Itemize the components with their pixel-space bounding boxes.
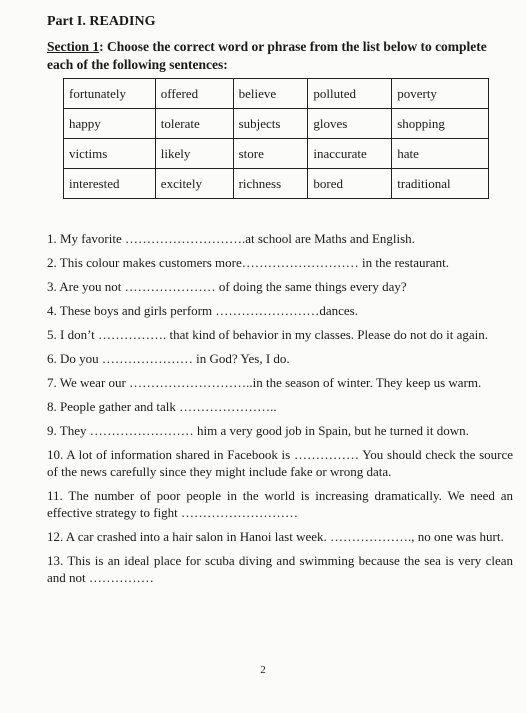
section-heading (47, 38, 509, 74)
table-row (64, 79, 489, 109)
table-cell: richness (233, 169, 308, 199)
table-cell: fortunately (64, 79, 156, 109)
table-cell: excitely (155, 169, 233, 199)
table-cell: poverty (392, 79, 489, 109)
table-cell: gloves (308, 109, 392, 139)
table-cell: store (233, 139, 308, 169)
question-item: 11. The number of poor people in the world is increasing dramatically. We need an effective strategy to fight ……………………… (47, 488, 513, 520)
table-cell: shopping (392, 109, 489, 139)
question-item: 2. This colour makes customers more……………………… in the restaurant. (47, 255, 449, 270)
table-row (64, 139, 489, 169)
table-cell: bored (308, 169, 392, 199)
question-item: 5. I don’t ……………. that kind of behavior in my classes. Please do not do it again. (47, 327, 488, 342)
table-cell: subjects (233, 109, 308, 139)
table-cell: hate (392, 139, 489, 169)
question-item: 4. These boys and girls perform ……………………dances. (47, 303, 358, 318)
table-cell: polluted (308, 79, 392, 109)
question-item: 3. Are you not ………………… of doing the same things every day? (47, 279, 407, 294)
question-item: 6. Do you ………………… in God? Yes, I do. (47, 351, 290, 366)
question-item: 8. People gather and talk ………………….. (47, 399, 277, 414)
table-cell: victims (64, 139, 156, 169)
table-cell: interested (64, 169, 156, 199)
table-cell: inaccurate (308, 139, 392, 169)
part-title: Part I. READING (47, 14, 156, 29)
question-item: 7. We wear our ………………………..in the season of winter. They keep us warm. (47, 375, 482, 390)
table-cell: tolerate (155, 109, 233, 139)
question-item: 10. A lot of information shared in Facebook is …………… You should check the source of the news carefully since they might include fake or wrong data. (47, 447, 513, 479)
table-cell: likely (155, 139, 233, 169)
question-item: 13. This is an ideal place for scuba diving and swimming because the sea is very clean and not …………… (47, 553, 513, 585)
page-number: 2 (260, 664, 266, 676)
table-row (64, 169, 489, 199)
table-cell: happy (64, 109, 156, 139)
question-item: 9. They …………………… him a very good job in Spain, but he turned it down. (47, 423, 469, 438)
word-list-table (63, 78, 489, 199)
table-row (64, 109, 489, 139)
question-item: 1. My favorite ……………………….at school are Maths and English. (47, 231, 415, 246)
table-cell: offered (155, 79, 233, 109)
table-cell: believe (233, 79, 308, 109)
section-instruction: : Choose the correct word or phrase from the list below to complete each of the following sentences: (47, 39, 487, 72)
section-label: Section 1 (47, 39, 100, 54)
table-cell: traditional (392, 169, 489, 199)
question-list (47, 230, 513, 593)
question-item: 12. A car crashed into a hair salon in Hanoi last week. ………………., no one was hurt. (47, 529, 504, 544)
